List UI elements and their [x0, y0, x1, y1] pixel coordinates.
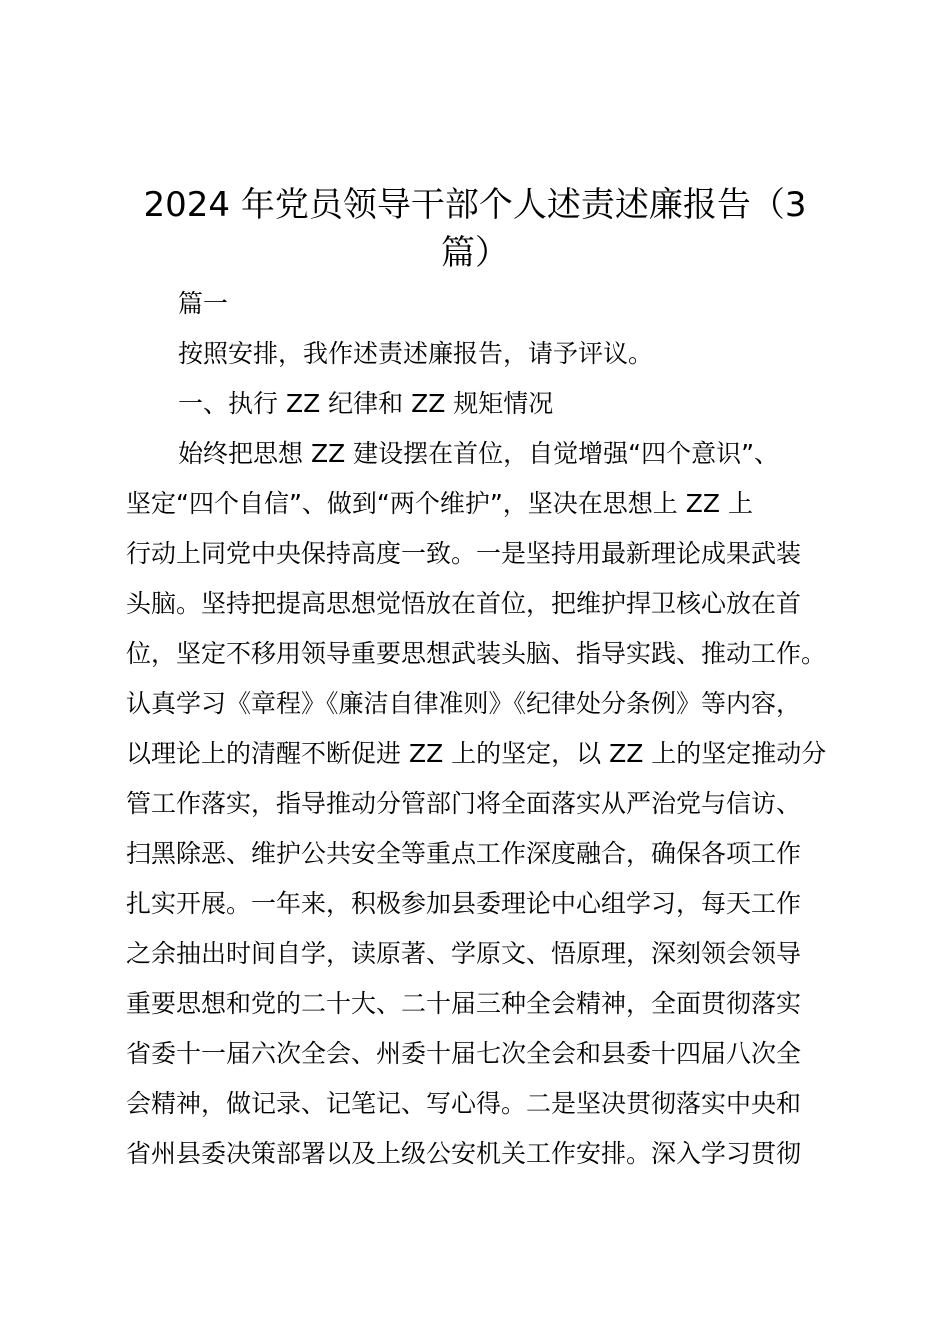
body-line: 认真学习《章程》《廉洁自律准则》《纪律处分条例》等内容， — [126, 689, 802, 718]
body-line: 管工作落实，指导推动分管部门将全面落实从严治党与信访、 — [126, 789, 802, 818]
body-line: 会精神，做记录、记笔记、写心得。二是坚决贯彻落实中央和 — [126, 1089, 802, 1118]
body-line: 省州县委决策部署以及上级公安机关工作安排。深入学习贯彻 — [126, 1139, 802, 1168]
title-line-1: 2024 年党员领导干部个人述责述廉报告（3 — [143, 185, 807, 225]
body-line: 扫黑除恶、维护公共安全等重点工作深度融合，确保各项工作 — [126, 839, 802, 868]
body-line: 扎实开展。一年来，积极参加县委理论中心组学习，每天工作 — [126, 889, 802, 918]
body-line: 省委十一届六次全会、州委十届七次全会和县委十四届八次全 — [126, 1039, 802, 1068]
body-line: 头脑。坚持把提高思想觉悟放在首位，把维护捍卫核心放在首 — [126, 589, 802, 618]
body-line: 行动上同党中央保持高度一致。一是坚持用最新理论成果武装 — [126, 539, 802, 568]
body-line: 始终把思想 ZZ 建设摆在首位，自觉增强“四个意识”、 — [178, 439, 780, 468]
body-line: 以理论上的清醒不断促进 ZZ 上的坚定，以 ZZ 上的坚定推动分 — [126, 739, 827, 768]
title-line-2: 篇） — [441, 233, 509, 273]
section-heading: 一、执行 ZZ 纪律和 ZZ 规矩情况 — [178, 389, 554, 418]
body-line: 坚定“四个自信”、做到“两个维护”，坚决在思想上 ZZ 上 — [126, 489, 753, 518]
intro-paragraph: 按照安排，我作述责述廉报告，请予评议。 — [178, 339, 654, 368]
body-paragraph — [126, 429, 836, 1179]
body-line: 位，坚定不移用领导重要思想武装头脑、指导实践、推动工作。 — [126, 639, 827, 668]
body-line: 重要思想和党的二十大、二十届三种全会精神，全面贯彻落实 — [126, 989, 802, 1018]
body-line: 之余抽出时间自学，读原著、学原文、悟原理，深刻领会领导 — [126, 939, 802, 968]
document-title — [120, 181, 830, 277]
part-heading: 篇一 — [178, 289, 229, 318]
